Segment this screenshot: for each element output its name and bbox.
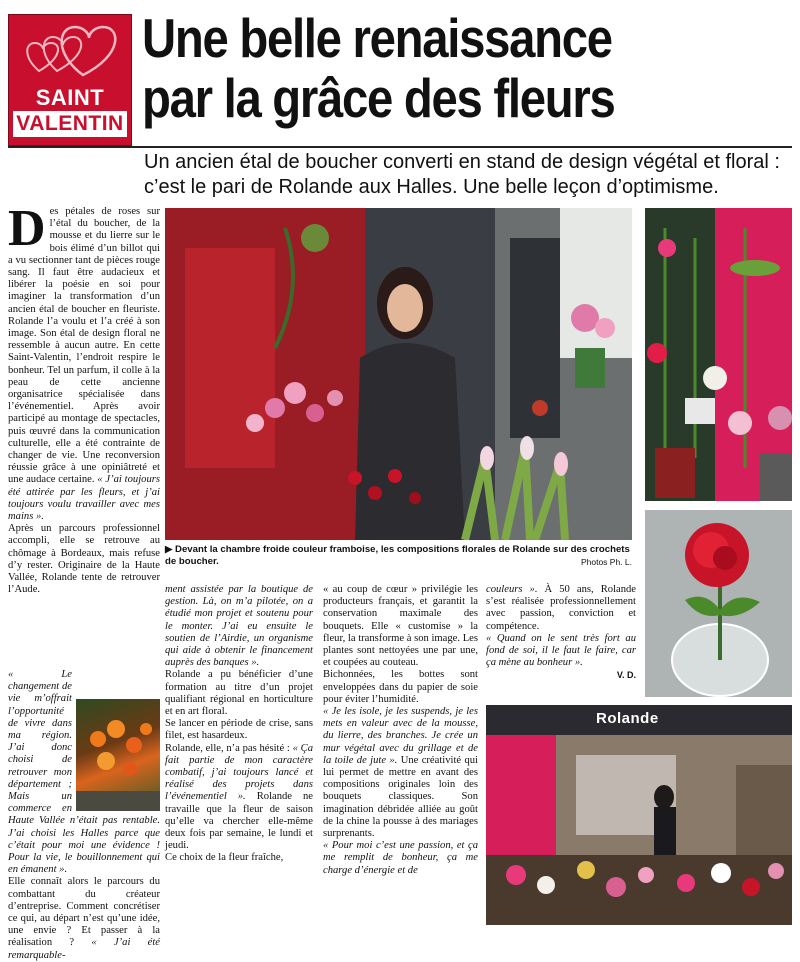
col2-paragraph-1: Rolande a pu bénéficier d’une formation au titre d’un projet qualifiant régional en horticulture et en art floral.: [165, 669, 313, 718]
col1-quote-2: « Le changement de vie m’offrait l’opportunité de vivre dans ma région. J’ai donc choisi de retrouver mon département ; Mais un commerce en Haute Vallée n’était pas rentable. J’ai choisi les Halles parce que c’était pour moi une évidence ! Pour la vie, le bouillonnement qui en émanent ».: [8, 669, 160, 876]
stall-photo: [486, 705, 792, 925]
col2-paragraph-5: Ce choix de la fleur fraîche,: [165, 852, 284, 864]
photo-credit: Photos Ph. L.: [580, 557, 632, 567]
pink-flowers-photo: [645, 208, 792, 501]
market-stall-photo: [486, 705, 792, 925]
headline-line-1: Une belle renaissance: [142, 7, 612, 69]
signature: V. D.: [616, 670, 636, 681]
column-3: [323, 584, 478, 877]
col1-quote-1: « J’ai toujours été attirée par les fleurs, et j’ai toujours voulu travailler avec mes mains ».: [8, 474, 160, 523]
col1-paragraph-2: Après un parcours professionnel accompli, elle se retrouve au chômage à Bordeaux, mais refuse d’y rester. Originaire de la Haute Vallée, Rolande tente de retrouver l’Aude.: [8, 523, 160, 596]
rose-photo: [645, 510, 792, 697]
col2-paragraph-4: Rolande ne travaille que la fleur de saison qu’elle va chercher elle-même deux fois par semaine, le lundi et jeudi.: [165, 791, 313, 852]
headline-line-2: par la grâce des fleurs: [142, 67, 615, 129]
column-4: [486, 584, 636, 682]
badge-line-2: VALENTIN: [13, 111, 127, 137]
florist-stall-photo: [165, 208, 632, 540]
col1-quote-3: « J’ai été remarquable-: [8, 937, 160, 961]
col4-quote-2: « Quand on le sent très fort au fond de soi, il le faut le faire, car ça mène au bonheur ».: [486, 632, 636, 669]
right-top-photo: [645, 208, 792, 501]
col1-paragraph-1: es pétales de roses sur l’étal du boucher, de la mousse et du lierre sur le bois élimé d’un billot qui a vu sectionner tant de pièces rouge sang. Il faut être audacieux et libérer la poésie en soi pour imaginer la transformation d’un ancien étal de boucher en fleuriste. Rolande l’a voulu et l’a créé à son image. Son étal de design floral ne ressemble à aucun autre. En cette Saint-Valentin, l’endroit respire le bonheur. Tel un parfum, il colle à la peau de cette ancienne organisatrice spécialisée dans l’événementiel. Après avoir participé au montage de spectacles, puis œuvré dans la communication culturelle, elle a été contrainte de changer de vie. Une reconversion réussie grâce à une opiniâtreté et une audace certaine.: [8, 206, 160, 486]
col3-quote-1: « Je les isole, je les suspends, je les mets en valeur avec de la mousse, du lierre, des branches. Je crée un mur végétal avec du grillage et de la toile de jute ».: [323, 706, 478, 766]
orange-flowers-icon: [76, 699, 160, 811]
col2-paragraph-3: Rolande, elle, n’a pas hésité :: [165, 742, 290, 754]
col4-quote-1: couleurs ».: [486, 584, 538, 595]
col1-paragraph-3: Elle connaît alors le parcours du combattant du créateur d’entreprise. Comment concrétiser ce qui, au départ n’est qu’une idée, une envie ? Et passer à la réalisation ?: [8, 876, 160, 949]
saint-valentin-badge: [8, 14, 132, 146]
col3-paragraph-2: Bichonnées, les bottes sont enveloppées dans du papier de soie pour éviter l’humidité.: [323, 669, 478, 705]
badge-line-1: SAINT: [35, 85, 105, 110]
col2-quote-1: ment assistée par la boutique de gestion. Là, on m’a pilotée, on a étudié mon projet et soutenu pour le monter. J’ai eu ensuite le soutien de l’Airdie, un organisme qui aide à obtenir le financement auprès des banques ».: [165, 584, 313, 669]
main-photo: [165, 208, 632, 540]
col4-paragraph-1: À 50 ans, Rolande s’est réalisée professionnellement avec passion, conviction et compétence.: [486, 584, 637, 632]
col2-quote-2: « Ça fait partie de mon caractère combatif, j’ai toujours lancé et réalisé des projets dans l’événementiel ».: [165, 742, 313, 803]
small-flower-photo: [76, 699, 160, 811]
col3-quote-2: « Pour moi c’est une passion, et ça me remplit de bonheur, ça me charge d’énergie et de: [323, 840, 478, 876]
red-rose-icon: [645, 510, 792, 697]
headline: [142, 8, 701, 128]
col3-paragraph-3: Une créativité qui lui permet de mettre en avant des compositions originales loin des bouquets classiques. Son imagination débridée alliée au goût de la chine la pousse à des mariages surprenants.: [323, 754, 478, 840]
column-1: [8, 200, 160, 597]
col2-paragraph-2: Se lancer en période de crise, sans filet, est hasardeux.: [165, 718, 313, 742]
column-2: [165, 584, 313, 865]
hearts-icon: [21, 21, 119, 83]
headline-rule: [8, 146, 792, 148]
col3-paragraph-1: « au coup de cœur » privilégie les producteurs français, et garantit la conservation maximale des bouquets. Elle « customise » la fleur, la transforme à son image. Les plantes sont nettoyées une par une, et coupées au couteau.: [323, 584, 478, 669]
column-1-lower: [8, 669, 160, 962]
stall-sign: Rolande: [596, 710, 659, 727]
drop-cap: D: [8, 200, 46, 257]
photo-caption: [165, 544, 632, 568]
subtitle: Un ancien étal de boucher converti en stand de design végétal et floral : c’est le pari de Rolande aux Halles. Une belle leçon d’optimisme.: [144, 151, 780, 198]
caption-text: ▶ Devant la chambre froide couleur framboise, les compositions florales de Rolande sur des crochets de boucher.: [165, 544, 630, 567]
